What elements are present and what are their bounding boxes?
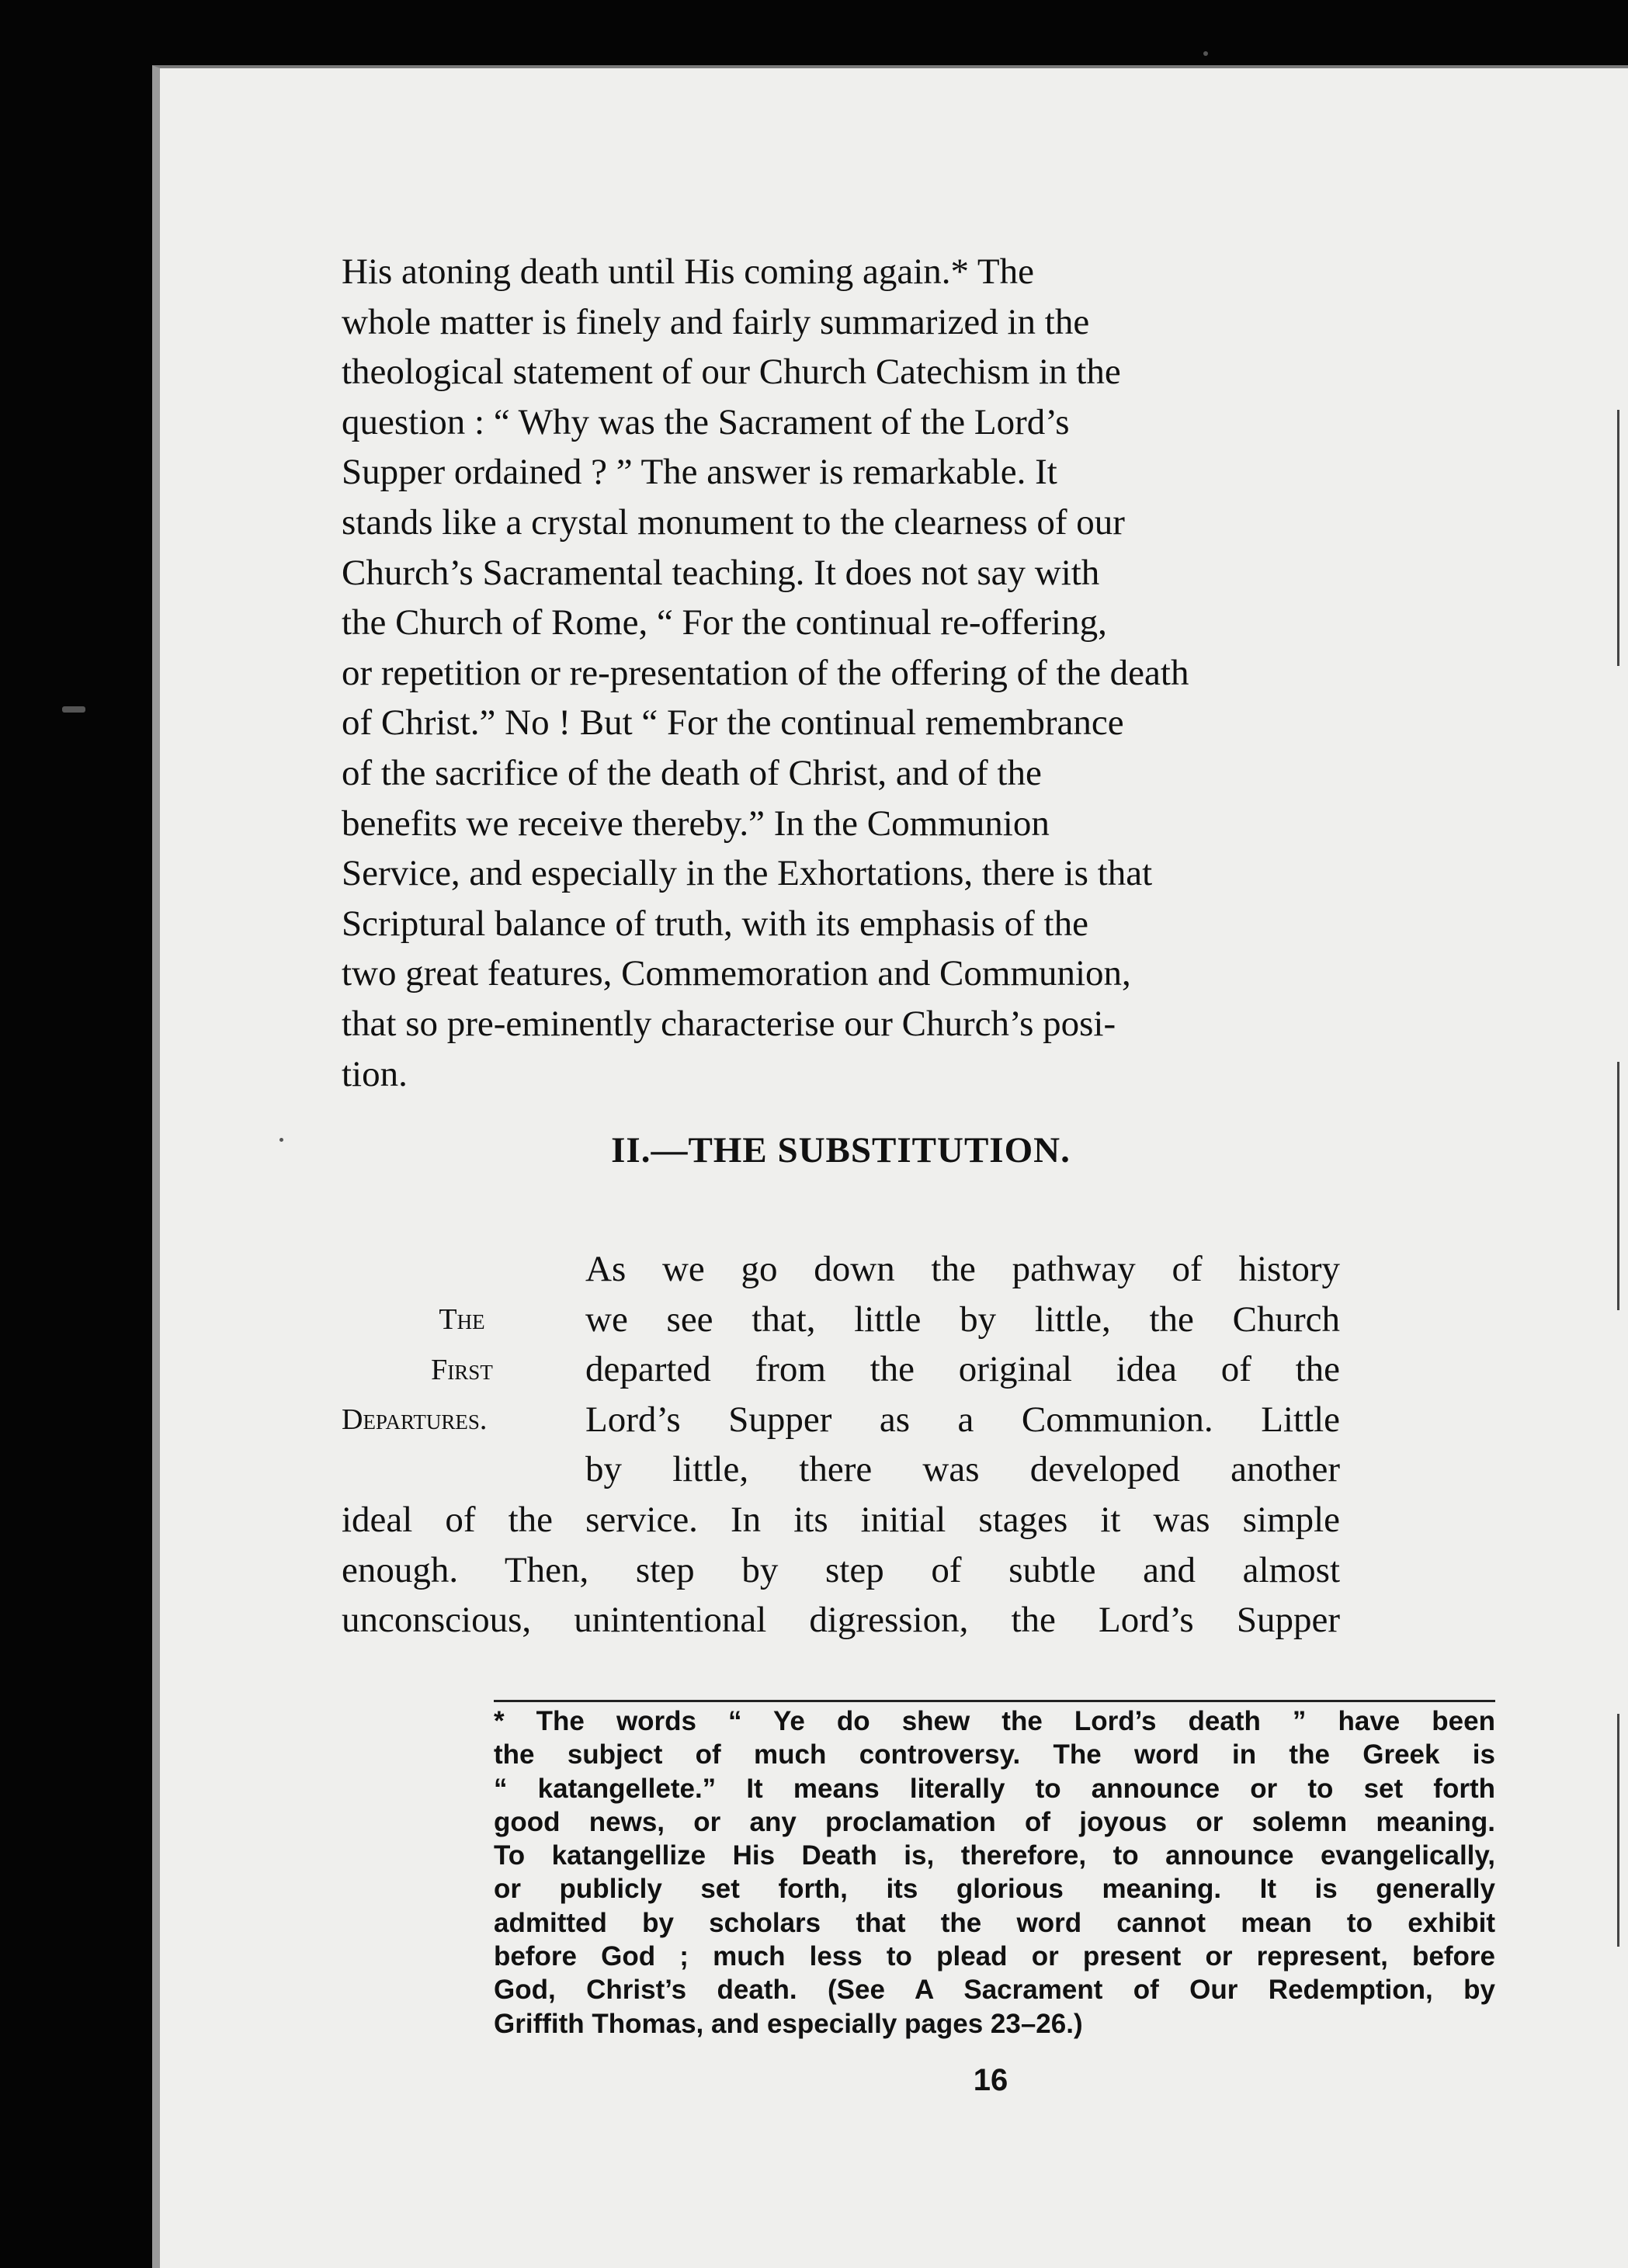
footnote-line: admitted by scholars that the word cannot mean to exhibit	[494, 1907, 1495, 1938]
page-number: 16	[973, 2063, 1008, 2097]
text-line: that so pre-eminently characterise our Church’s posi-	[342, 1003, 1116, 1044]
text-line: whole matter is finely and fairly summarized in the	[342, 301, 1090, 342]
text-line: question : “ Why was the Sacrament of the Lord’s	[342, 401, 1070, 442]
text-line: benefits we receive thereby.” In the Communion	[342, 803, 1050, 844]
text-line: His atoning death until His coming again.* The	[342, 251, 1034, 292]
text-line: tion.	[342, 1053, 408, 1094]
paragraph-1	[342, 247, 1340, 1099]
text-line: ideal of the service. In its initial stages it was simple	[342, 1500, 1340, 1540]
scan-speck	[1203, 51, 1208, 56]
paragraph-2-indented	[585, 1244, 1340, 1495]
footnote-line: the subject of much controversy. The word in the Greek is	[494, 1739, 1495, 1770]
scan-speck	[279, 1138, 283, 1142]
footnote-line: “ katangellete.” It means literally to announce or to set forth	[494, 1773, 1495, 1804]
text-line: we see that, little by little, the Church	[585, 1299, 1340, 1340]
margin-sidenote	[342, 1295, 582, 1445]
footnote-line: * The words “ Ye do shew the Lord’s death ” have been	[494, 1706, 1495, 1736]
text-line: of the sacrifice of the death of Christ, and of the	[342, 752, 1042, 793]
footnote-line: God, Christ’s death. (See A Sacrament of Our Redemption, by	[494, 1975, 1495, 2006]
text-line: As we go down the pathway of history	[585, 1249, 1340, 1289]
section-heading: II.—THE SUBSTITUTION.	[611, 1130, 1071, 1170]
footnote-line: good news, or any proclamation of joyous or solemn meaning.	[494, 1806, 1495, 1837]
scan-speck	[62, 706, 85, 713]
text-line: theological statement of our Church Catechism in the	[342, 352, 1121, 393]
text-line: unconscious, unintentional digression, the Lord’s Supper	[342, 1600, 1340, 1641]
book-page	[152, 65, 1628, 2268]
text-line: two great features, Commemoration and Communion,	[342, 953, 1131, 994]
text-line: stands like a crystal monument to the clearness of our	[342, 501, 1125, 543]
footnote-divider	[494, 1700, 1495, 1702]
sidenote-line: The	[439, 1303, 485, 1336]
text-line: Lord’s Supper as a Communion. Little	[585, 1399, 1340, 1440]
text-line: of Christ.” No ! But “ For the continual remembrance	[342, 702, 1124, 744]
footnote-line: or publicly set forth, its glorious meaning. It is generally	[494, 1874, 1495, 1905]
text-line: Church’s Sacramental teaching. It does not say with	[342, 552, 1100, 593]
text-line: the Church of Rome, “ For the continual re-offering,	[342, 602, 1107, 643]
text-line: Scriptural balance of truth, with its emphasis of the	[342, 903, 1088, 944]
text-line: by little, there was developed another	[585, 1449, 1340, 1490]
paragraph-2-continued	[342, 1495, 1340, 1646]
footnote	[494, 1704, 1495, 2041]
sidenote-line: Departures.	[342, 1403, 488, 1437]
footnote-line: Griffith Thomas, and especially pages 23–26.)	[494, 2008, 1083, 2039]
text-line: Supper ordained ? ” The answer is remarkable. It	[342, 452, 1057, 493]
binding-edge-marks	[1612, 68, 1628, 2268]
text-line: enough. Then, step by step of subtle and almost	[342, 1549, 1340, 1590]
text-line: or repetition or re-presentation of the offering of the death	[342, 652, 1189, 693]
footnote-line: before God ; much less to plead or present or represent, before	[494, 1941, 1495, 1972]
sidenote-line: First	[431, 1353, 493, 1386]
text-line: Service, and especially in the Exhortations, there is that	[342, 853, 1153, 894]
footnote-line: To katangellize His Death is, therefore, to announce evangelically,	[494, 1840, 1495, 1871]
text-line: departed from the original idea of the	[585, 1349, 1340, 1390]
